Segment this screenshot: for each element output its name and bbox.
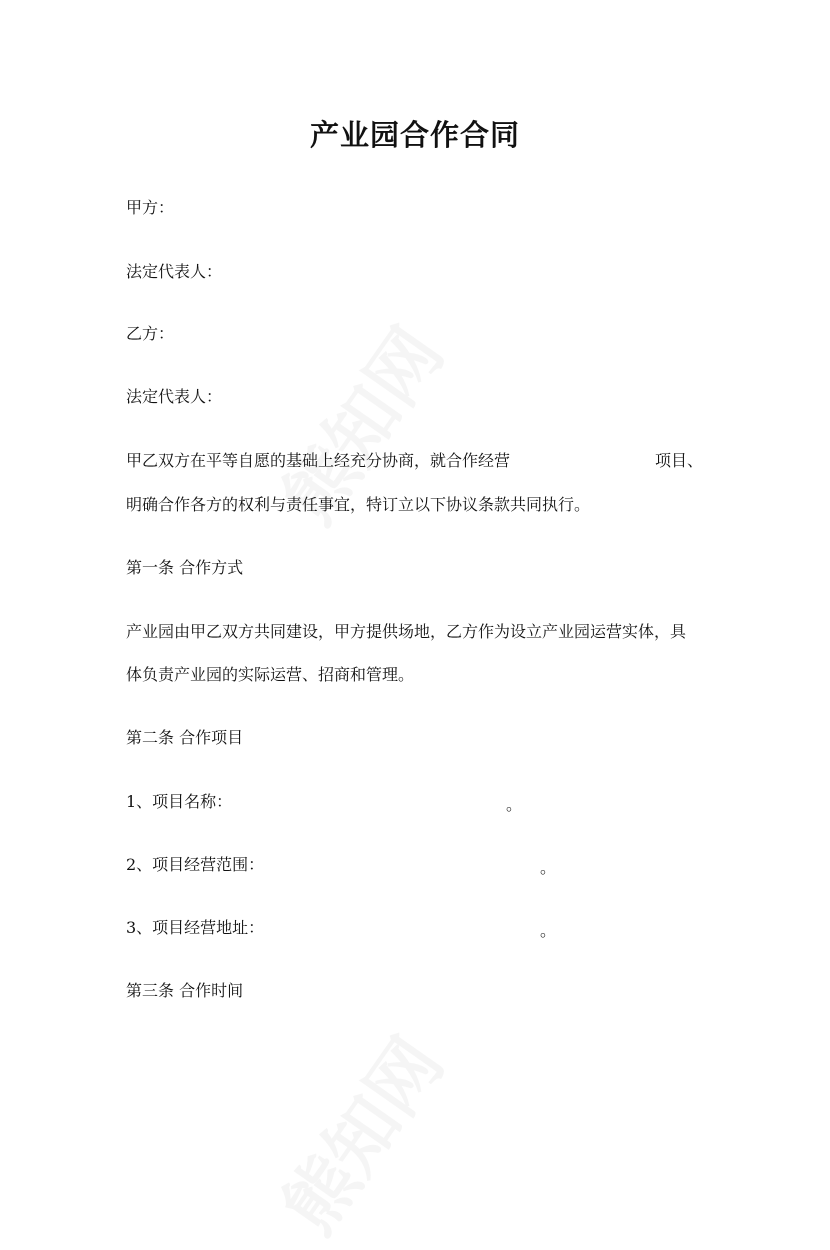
party-a-representative-label: 法定代表人： (126, 262, 223, 281)
item-2-end-mark: 。 (540, 858, 557, 877)
intro-line-2: 明确合作各方的权利与责任事宜，特订立以下协议条款共同执行。 (126, 495, 591, 514)
item-3-business-address: 3、项目经营地址： (126, 918, 265, 937)
item-3-end-mark: 。 (540, 921, 557, 940)
article-1-heading: 第一条 合作方式 (126, 558, 244, 577)
item-1-end-mark: 。 (506, 795, 523, 814)
article-2-heading: 第二条 合作项目 (126, 728, 244, 747)
article-3-heading: 第三条 合作时间 (126, 981, 244, 1000)
party-a-label: 甲方： (126, 198, 175, 217)
party-b-label: 乙方： (126, 324, 175, 343)
document-title: 产业园合作合同 (309, 118, 520, 152)
item-2-business-scope: 2、项目经营范围： (126, 855, 265, 874)
intro-line-1: 甲乙双方在平等自愿的基础上经充分协商，就合作经营 (126, 451, 511, 470)
item-1-project-name: 1、项目名称： (126, 792, 233, 811)
article-1-line-2: 体负责产业园的实际运营、招商和管理。 (126, 665, 415, 684)
party-b-representative-label: 法定代表人： (126, 387, 223, 406)
article-1-line-1: 产业园由甲乙双方共同建设，甲方提供场地，乙方作为设立产业园运营实体，具 (126, 622, 687, 641)
watermark-stamp-lower (253, 1014, 462, 1250)
intro-line-1-end: 项目、 (655, 451, 704, 470)
